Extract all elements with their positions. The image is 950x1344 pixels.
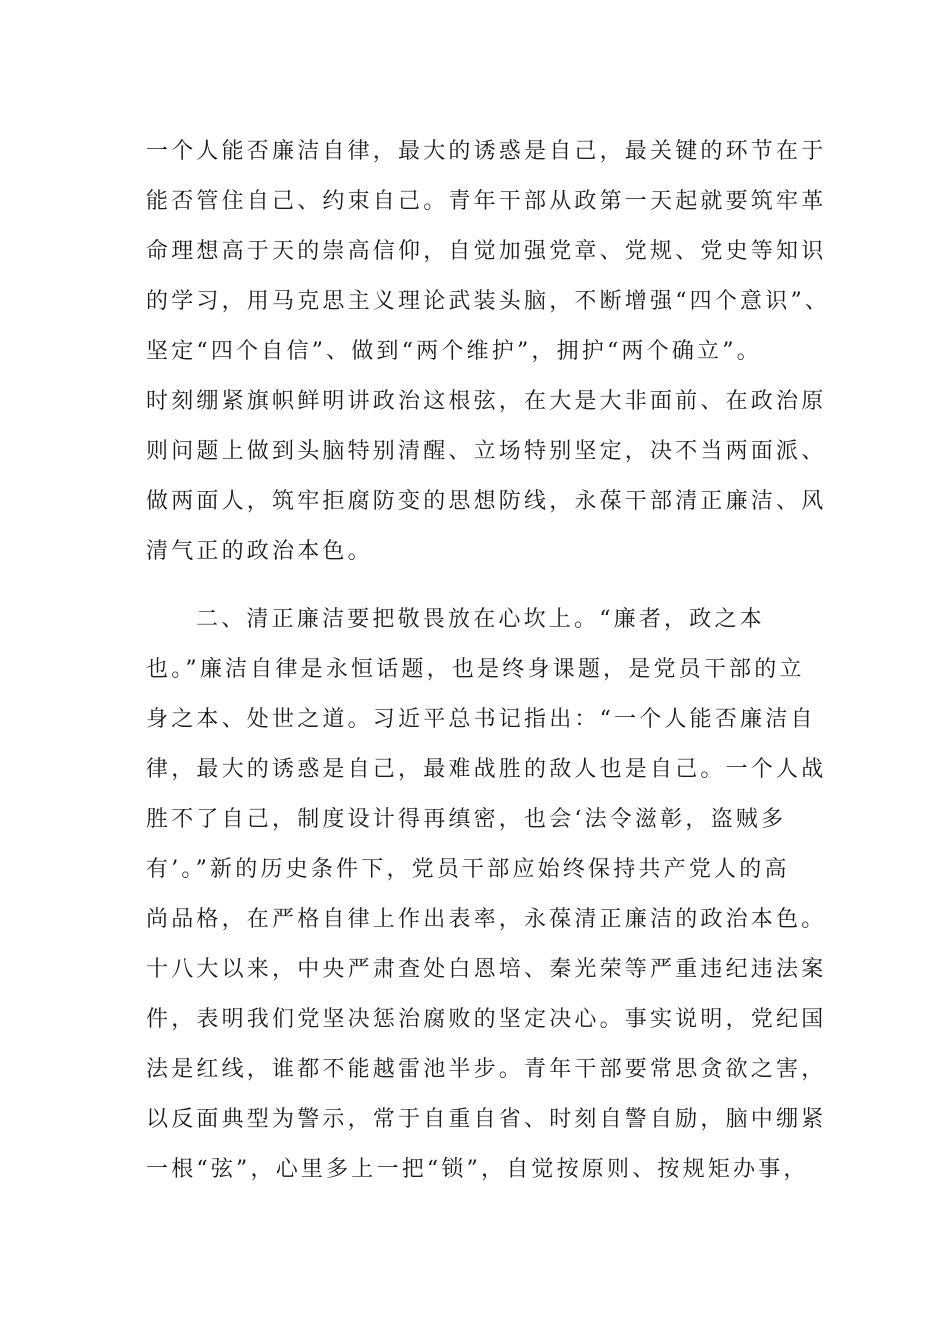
section-heading-line: 二、清正廉洁要把敬畏放在心坎上。“廉者，政之本 (196, 607, 765, 632)
text-line: 做两面人，筑牢拒腐防变的思想防线，永葆干部清正廉洁、风 (146, 489, 827, 514)
text-line: 十八大以来，中央严肃查处白恩培、秦光荣等严重违纪违法案 (146, 957, 827, 982)
text-line: 律，最大的诱惑是自己，最难战胜的敌人也是自己。一个人战 (146, 757, 827, 782)
text-line: 胜不了自己，制度设计得再缜密，也会‘法令滋彰，盗贼多 (146, 807, 787, 832)
text-line: 则问题上做到头脑特别清醒、立场特别坚定，决不当两面派、 (146, 439, 827, 464)
text-line: 一个人能否廉洁自律，最大的诱惑是自己，最关键的环节在于 (146, 139, 827, 164)
text-line: 时刻绷紧旗帜鲜明讲政治这根弦，在大是大非面前、在政治原 (146, 389, 827, 414)
text-line: 身之本、处世之道。习近平总书记指出：“一个人能否廉洁自 (146, 707, 816, 732)
text-line: 命理想高于天的崇高信仰，自觉加强党章、党规、党史等知识 (146, 239, 827, 264)
text-line: 的学习，用马克思主义理论武装头脑，不断增强“四个意识”、 (146, 289, 831, 314)
text-line: 以反面典型为警示，常于自重自省、时刻自警自励，脑中绷紧 (146, 1107, 827, 1132)
text-line: 坚定“四个自信”、做到“两个维护”，拥护“两个确立”。 (146, 339, 762, 364)
text-line: 一根“弦”，心里多上一把“锁”，自觉按原则、按规矩办事， (146, 1157, 809, 1182)
text-line: 尚品格，在严格自律上作出表率，永葆清正廉洁的政治本色。 (146, 907, 827, 932)
text-line: 件，表明我们党坚决惩治腐败的坚定决心。事实说明，党纪国 (146, 1007, 827, 1032)
text-line: 能否管住自己、约束自己。青年干部从政第一天起就要筑牢革 (146, 189, 827, 214)
text-line: 有’。”新的历史条件下，党员干部应始终保持共产党人的高 (146, 857, 790, 882)
text-line: 也。”廉洁自律是永恒话题，也是终身课题，是党员干部的立 (146, 657, 805, 682)
text-line: 清气正的政治本色。 (146, 539, 373, 564)
text-line: 法是红线，谁都不能越雷池半步。青年干部要常思贪欲之害， (146, 1057, 827, 1082)
